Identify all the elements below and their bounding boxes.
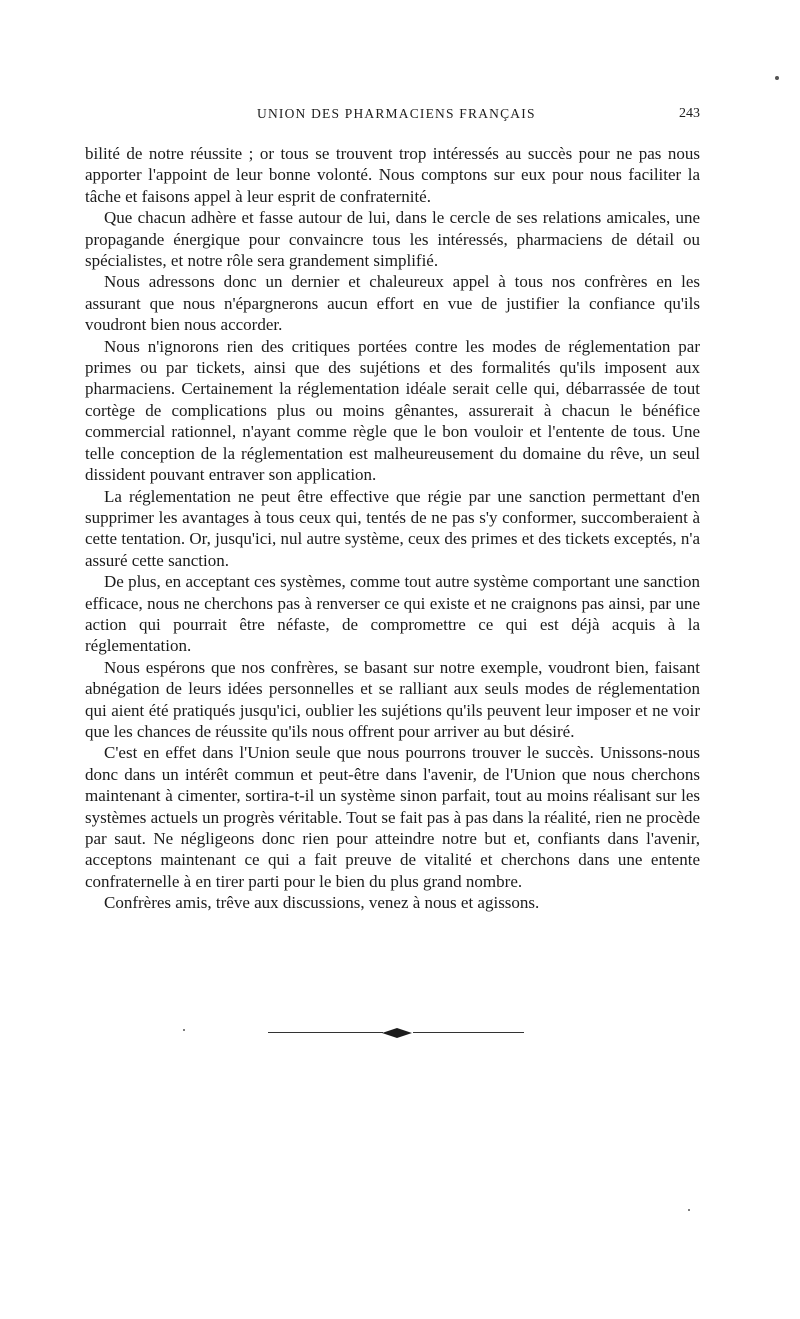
section-end-ornament xyxy=(268,1027,524,1039)
paragraph-6: De plus, en acceptant ces systèmes, comme tout autre système comportant une sanction efficace, nous ne cherchons pas à renverser ce qui existe et ne craignons pas ainsi, par une action qui pourrait être néfaste, de compromettre ce qui est déjà acquis à la réglementation. xyxy=(85,572,700,656)
running-title: UNION DES PHARMACIENS FRANÇAIS xyxy=(257,106,536,121)
paragraph-7: Nous espérons que nos confrères, se basant sur notre exemple, voudront bien, faisant abnégation de leurs idées personnelles et se ralliant aux seuls modes de réglementation qui aient été pratiqués jusqu'ici, oublier les sujétions qu'ils peuvent leur imposer et ne voir que les chances de réussite qu'ils nous offrent pour arriver au but désiré. xyxy=(85,657,700,741)
paragraph-9: Confrères amis, trêve aux discussions, venez à nous et agissons. xyxy=(104,893,540,913)
print-speck xyxy=(183,1029,185,1031)
page-number: 243 xyxy=(679,106,700,121)
page-header xyxy=(85,106,700,128)
ornament-rule-left xyxy=(268,1032,383,1033)
paragraph-4: Nous n'ignorons rien des critiques portées contre les modes de réglementation par primes ou par tickets, ainsi que des sujétions et des formalités qu'ils imposent aux pharmaciens. Certainement la réglementation idéale serait celle qui, débarrassée de tout cortège de complications plus ou moins gênantes, assurerait à chacun le bénéfice commercial rationnel, n'ayant comme règle que le bon vouloir et l'entente de tous. Une telle conception de la réglementation est malheureusement du domaine du rêve, un seul dissident pouvant entraver son application. xyxy=(85,336,700,485)
paragraph-1: bilité de notre réussite ; or tous se trouvent trop intéressés au succès pour ne pas nous apporter l'appoint de leur bonne volonté. Nous comptons sur eux pour nous faciliter la tâche et faisons appel à leur esprit de confraternité. xyxy=(85,144,700,206)
article-body xyxy=(85,143,700,914)
paragraph-2: Que chacun adhère et fasse autour de lui, dans le cercle de ses relations amicales, une propagande énergique pour convaincre tous les intéressés, pharmaciens de détail ou spécialistes, et notre rôle sera grandement simplifié. xyxy=(85,208,700,271)
paragraph-5: La réglementation ne peut être effective que régie par une sanction permettant d'en supprimer les avantages à tous ceux qui, tentés de ne pas s'y conformer, succomberaient à cette tentation. Or, jusqu'ici, nul autre système, ceux des primes et des tickets exceptés, n'a assuré cette sanction. xyxy=(85,486,700,570)
diamond-ornament-icon xyxy=(382,1027,412,1039)
paragraph-8: C'est en effet dans l'Union seule que nous pourrons trouver le succès. Unissons-nous donc dans un intérêt commun et peut-être dans l'avenir, de l'Union que nous cherchons maintenant à cimenter, sortira-t-il un système sinon parfait, tout au moins réalisant sur les systèmes actuels un progrès véritable. Tout se fait pas à pas dans la réalité, rien ne procède par saut. Ne négligeons donc rien pour atteindre notre but et, confiants dans l'avenir, acceptons maintenant ce qui a fait preuve de vitalité et cherchons dans une entente confraternelle à en tirer parti pour le bien du plus grand nombre. xyxy=(85,743,700,891)
print-speck xyxy=(688,1209,690,1211)
ornament-rule-right xyxy=(413,1032,524,1033)
print-speck xyxy=(775,76,779,80)
paragraph-3: Nous adressons donc un dernier et chaleureux appel à tous nos confrères en les assurant que nous n'épargnerons aucun effort en vue de justifier la confiance qu'ils voudront bien nous accorder. xyxy=(85,272,700,335)
